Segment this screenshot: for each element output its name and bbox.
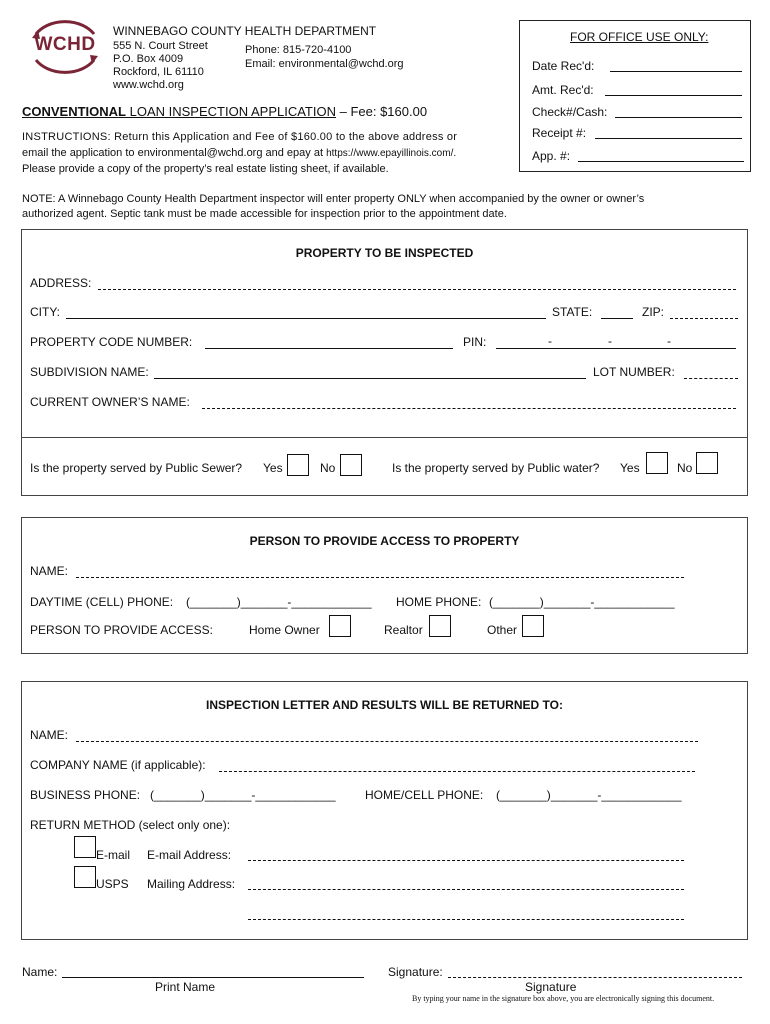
pin-dash-3: - <box>667 334 671 348</box>
person-access-label: PERSON TO PROVIDE ACCESS: <box>30 623 213 637</box>
date-received-field[interactable] <box>610 71 742 72</box>
access-heading: PERSON TO PROVIDE ACCESS TO PROPERTY <box>249 534 520 548</box>
date-received-label: Date Rec'd: <box>532 59 595 73</box>
daytime-phone-label: DAYTIME (CELL) PHONE: <box>30 595 174 609</box>
home-phone-label: HOME PHONE: <box>396 595 482 609</box>
state-field[interactable] <box>601 318 633 319</box>
sewer-yes-label: Yes <box>263 461 283 475</box>
logo-text: WCHD <box>34 34 96 55</box>
zip-field[interactable] <box>670 318 738 319</box>
home-owner-checkbox[interactable] <box>329 615 351 637</box>
phone: Phone: 815-720-4100 <box>245 44 352 56</box>
realtor-checkbox[interactable] <box>429 615 451 637</box>
print-name-field[interactable] <box>62 977 364 978</box>
address-line-2: P.O. Box 4009 <box>113 53 184 65</box>
form-title-bold: CONVENTIONAL <box>22 104 126 119</box>
email-option-label: E-mail <box>96 848 131 862</box>
daytime-phone-field[interactable]: (_______)_______-____________ <box>186 595 372 609</box>
print-name-caption: Print Name <box>155 980 216 994</box>
form-title <box>22 104 427 119</box>
home-owner-label: Home Owner <box>249 623 320 637</box>
business-phone-label: BUSINESS PHONE: <box>30 788 141 802</box>
other-checkbox[interactable] <box>522 615 544 637</box>
instructions-line-3: Please provide a copy of the property’s real estate listing sheet, if available. <box>22 163 389 175</box>
signature-caption: Signature <box>525 980 577 994</box>
department-name: WINNEBAGO COUNTY HEALTH DEPARTMENT <box>113 24 377 38</box>
email-address-label: E-mail Address: <box>147 848 232 862</box>
sewer-yes-checkbox[interactable] <box>287 454 309 476</box>
water-no-label: No <box>677 461 693 475</box>
check-cash-field[interactable] <box>615 117 742 118</box>
check-cash-label: Check#/Cash: <box>532 105 608 119</box>
zip-label: ZIP: <box>642 305 665 319</box>
return-method-label: RETURN METHOD (select only one): <box>30 818 231 832</box>
footer-name-label: Name: <box>22 965 58 979</box>
note-line-1: NOTE: A Winnebago County Health Department inspector will enter property ONLY when accompanied by the owner or owner’s <box>22 193 645 205</box>
office-use-box <box>519 20 751 172</box>
return-heading: INSPECTION LETTER AND RESULTS WILL BE RETURNED TO: <box>206 698 563 712</box>
section-divider <box>21 437 748 438</box>
signature-field[interactable] <box>448 977 742 978</box>
company-name-label: COMPANY NAME (if applicable): <box>30 758 206 772</box>
sewer-no-label: No <box>320 461 336 475</box>
receipt-label: Receipt #: <box>532 126 587 140</box>
water-question: Is the property served by Public water? <box>392 461 600 475</box>
mailing-address-field[interactable] <box>248 889 684 890</box>
home-phone-field[interactable]: (_______)_______-____________ <box>489 595 675 609</box>
sewer-no-checkbox[interactable] <box>340 454 362 476</box>
water-yes-checkbox[interactable] <box>646 452 668 474</box>
pin-field[interactable] <box>496 348 736 349</box>
form-title-rest: LOAN INSPECTION APPLICATION <box>126 104 336 119</box>
amount-received-label: Amt. Rec'd: <box>532 83 594 97</box>
mailing-address-label: Mailing Address: <box>147 877 236 891</box>
office-use-title: FOR OFFICE USE ONLY: <box>570 30 709 44</box>
property-section <box>21 229 748 496</box>
home-cell-phone-field[interactable]: (_______)_______-____________ <box>496 788 682 802</box>
business-phone-field[interactable]: (_______)_______-____________ <box>150 788 336 802</box>
access-name-field[interactable] <box>76 577 684 578</box>
app-number-label: App. #: <box>532 149 571 163</box>
property-code-field[interactable] <box>205 348 453 349</box>
return-section <box>21 681 748 940</box>
home-cell-phone-label: HOME/CELL PHONE: <box>365 788 484 802</box>
other-label: Other <box>487 623 518 637</box>
return-name-label: NAME: <box>30 728 69 742</box>
mailing-address-field-2[interactable] <box>248 919 684 920</box>
property-heading: PROPERTY TO BE INSPECTED <box>295 246 474 260</box>
city-label: CITY: <box>30 305 61 319</box>
lot-number-field[interactable] <box>684 378 738 379</box>
address-line-3: Rockford, IL 61110 <box>113 66 204 78</box>
instructions-line-2a: email the application to environmental@wchd.org and epay at <box>22 147 327 159</box>
lot-number-label: LOT NUMBER: <box>593 365 675 379</box>
instructions-line-1: INSTRUCTIONS: Return this Application and Fee of $160.00 to the above address or <box>22 131 458 143</box>
city-field[interactable] <box>66 318 546 319</box>
signature-label: Signature: <box>388 965 443 979</box>
water-no-checkbox[interactable] <box>696 452 718 474</box>
address-field[interactable] <box>98 289 736 290</box>
app-number-field[interactable] <box>578 161 744 162</box>
website: www.wchd.org <box>113 79 184 91</box>
pin-label: PIN: <box>463 335 487 349</box>
note-line-2: authorized agent. Septic tank must be made accessible for inspection prior to the appointment date. <box>22 208 507 220</box>
subdivision-field[interactable] <box>154 378 586 379</box>
amount-received-field[interactable] <box>605 95 742 96</box>
email-checkbox[interactable] <box>74 836 96 858</box>
email: Email: environmental@wchd.org <box>245 58 404 70</box>
signature-disclaimer: By typing your name in the signature box above, you are electronically signing this document. <box>412 994 715 1003</box>
owner-name-label: CURRENT OWNER’S NAME: <box>30 395 190 409</box>
usps-option-label: USPS <box>96 877 129 891</box>
state-label: STATE: <box>552 305 593 319</box>
subdivision-label: SUBDIVISION NAME: <box>30 365 149 379</box>
pin-dash-2: - <box>608 334 612 348</box>
owner-name-field[interactable] <box>202 408 736 409</box>
pin-dash-1: - <box>548 334 552 348</box>
access-name-label: NAME: <box>30 564 69 578</box>
property-code-label: PROPERTY CODE NUMBER: <box>30 335 193 349</box>
address-line-1: 555 N. Court Street <box>113 40 208 52</box>
return-name-field[interactable] <box>76 741 698 742</box>
sewer-question: Is the property served by Public Sewer? <box>30 461 243 475</box>
company-name-field[interactable] <box>219 771 695 772</box>
instructions-line-2 <box>22 147 456 159</box>
access-section <box>21 517 748 654</box>
address-label: ADDRESS: <box>30 276 92 290</box>
email-address-field[interactable] <box>248 860 684 861</box>
water-yes-label: Yes <box>620 461 640 475</box>
receipt-field[interactable] <box>595 138 742 139</box>
realtor-label: Realtor <box>384 623 423 637</box>
form-fee: – Fee: $160.00 <box>335 104 428 119</box>
wchd-logo <box>24 20 106 74</box>
epay-link[interactable]: https://www.epayillinois.com/. <box>326 148 457 159</box>
usps-checkbox[interactable] <box>74 866 96 888</box>
